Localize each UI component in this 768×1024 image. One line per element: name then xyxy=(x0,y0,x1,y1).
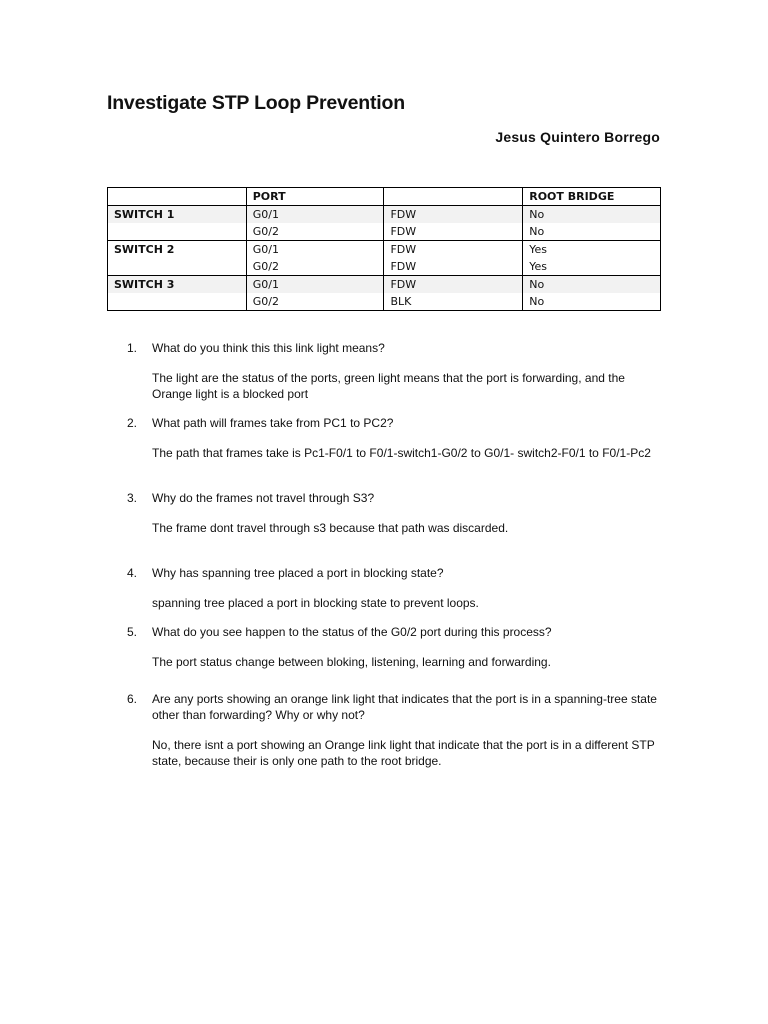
table-header-row xyxy=(108,188,661,206)
question-text: Why has spanning tree placed a port in blocking state? xyxy=(152,566,444,580)
state-cell: FDW xyxy=(384,241,523,259)
answer-text: The frame dont travel through s3 because that path was discarded. xyxy=(152,521,509,535)
question-number: 1. xyxy=(127,341,138,355)
table-row xyxy=(108,258,661,276)
question-number: 2. xyxy=(127,416,138,430)
answer-text: The path that frames take is Pc1-F0/1 to F0/1-switch1-G0/2 to G0/1- switch2-F0/1 to F0/1-Pc2 xyxy=(152,446,651,460)
table-row xyxy=(108,241,661,259)
header-cell-root-bridge: ROOT BRIDGE xyxy=(523,188,661,206)
qa-item xyxy=(127,691,667,769)
port-cell: G0/2 xyxy=(246,258,384,276)
question-number: 6. xyxy=(127,692,138,706)
qa-item xyxy=(127,415,667,461)
question-number: 3. xyxy=(127,491,138,505)
question-text: What do you see happen to the status of the G0/2 port during this process? xyxy=(152,625,552,639)
question-number: 5. xyxy=(127,625,138,639)
answer-text: The light are the status of the ports, green light means that the port is forwarding, and the Orange light is a blocked port xyxy=(152,371,625,401)
port-cell: G0/1 xyxy=(246,241,384,259)
qa-item xyxy=(127,340,667,402)
document-title: Investigate STP Loop Prevention xyxy=(107,92,405,114)
question-text: What do you think this this link light means? xyxy=(152,341,385,355)
port-cell: G0/2 xyxy=(246,223,384,241)
qa-item xyxy=(127,624,667,670)
answer-text: The port status change between bloking, listening, learning and forwarding. xyxy=(152,655,551,669)
table-row xyxy=(108,276,661,294)
root-bridge-cell: Yes xyxy=(523,241,661,259)
state-cell: BLK xyxy=(384,293,523,311)
table-row xyxy=(108,206,661,224)
switch-cell: SWITCH 3 xyxy=(108,276,247,294)
port-cell: G0/1 xyxy=(246,206,384,224)
state-cell: FDW xyxy=(384,206,523,224)
root-bridge-cell: No xyxy=(523,293,661,311)
answer-text: No, there isnt a port showing an Orange link light that indicate that the port is in a different STP state, because their is only one path to the root bridge. xyxy=(152,738,655,768)
question-number: 4. xyxy=(127,566,138,580)
switch-cell: SWITCH 2 xyxy=(108,241,247,259)
switch-cell xyxy=(108,223,247,241)
question-answer-list xyxy=(127,340,667,769)
state-cell: FDW xyxy=(384,258,523,276)
question-text: Are any ports showing an orange link light that indicates that the port is in a spanning-tree state other than forwarding? Why or why not? xyxy=(152,692,657,722)
question-text: What path will frames take from PC1 to PC2? xyxy=(152,416,394,430)
header-cell-port: PORT xyxy=(246,188,384,206)
switch-cell: SWITCH 1 xyxy=(108,206,247,224)
header-cell-state xyxy=(384,188,523,206)
answer-text: spanning tree placed a port in blocking state to prevent loops. xyxy=(152,596,479,610)
qa-item xyxy=(127,490,667,536)
root-bridge-cell: Yes xyxy=(523,258,661,276)
root-bridge-cell: No xyxy=(523,276,661,294)
table-row xyxy=(108,293,661,311)
port-cell: G0/2 xyxy=(246,293,384,311)
author-name: Jesus Quintero Borrego xyxy=(495,129,660,145)
root-bridge-cell: No xyxy=(523,206,661,224)
switch-cell xyxy=(108,293,247,311)
root-bridge-cell: No xyxy=(523,223,661,241)
state-cell: FDW xyxy=(384,223,523,241)
table-row xyxy=(108,223,661,241)
switch-cell xyxy=(108,258,247,276)
header-cell-switch xyxy=(108,188,247,206)
question-text: Why do the frames not travel through S3? xyxy=(152,491,375,505)
port-cell: G0/1 xyxy=(246,276,384,294)
qa-item xyxy=(127,565,667,611)
stp-port-table xyxy=(107,187,661,311)
state-cell: FDW xyxy=(384,276,523,294)
